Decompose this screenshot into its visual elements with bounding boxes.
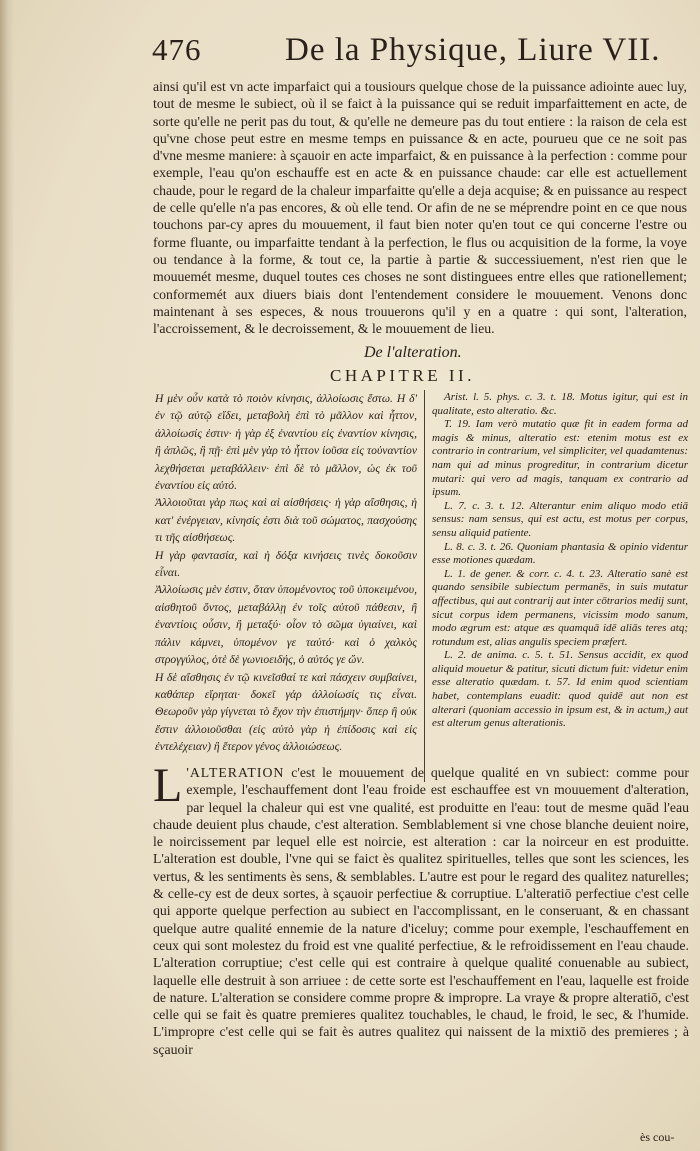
running-title: De la Physique, Liure VII.: [285, 32, 661, 68]
lead-word: 'ALTERATION: [186, 765, 285, 780]
intro-text: ainsi qu'il est vn acte imparfaict qui a tousiours quelque chose de la puissance adiointe auec luy, tout de mesme le subiect, où il se faict à la puissance qui se reduit imparfaittement en acte, de sorte qu'elle ne perit pas du tout, & qu'elle ne demeure pas du tout entiere : la raison de cela est qu'vne chose peut estre en mesme temps en puissance & en acte, pourueu que ce ne soit pas d'vne mesme maniere: à sçauoir en acte imparfaict, & en puissance à la perfection : comme pour exemple, l'eau qu'on eschauffe est en acte & en puissance chaude: car elle est actuellement chaude, pour le regard de la chaleur imparfaitte qu'elle a deja acquise; & en puissance au respect de celle qu'elle n'a pas encores, & où elle tend. Or afin de ne se méprendre point en ce que nous touchons par-cy apres du mouuement, il faut bien noter qu'en tout ce qui concerne l'estre ou forme fluante, ou imparfaitte tendant à la perfection, le flus ou acquisition de la forme, la voye ou tendance à la forme, & tout ce, la partie à partie & successiuement, n'est rien que le mouuemét mesme, duquel toutes ces choses ne sont distinguees entre elles que rationellement; conformemét aux diuers biais dont l'entendement considere le mouuement. Venons donc maintenant à ses especes, & nous trouuerons qu'il y en a quatre : qui sont, l'alteration, l'accroissement, & le decroissement, & le mouuement de lieu.: [153, 79, 687, 337]
latin-note: T. 19. Iam verò mutatio quæ fit in eadem forma ad magis & minus, alteratio est: etenim motus est ex contrario in contrarium, vel simpliciter, vel quadamtenus: nam qui ad minus progreditur, in contrarium dicetur mutari: qui vero ad magis, tanquam ex contrario ad ipsum.: [432, 418, 688, 499]
greek-paragraph: Η γὰρ φαντασία, καὶ ἡ δόξα κινήσεις τινὲς δοκοῦσιν εἶναι.: [155, 548, 417, 580]
latin-notes-column: [432, 391, 688, 731]
column-divider: [424, 390, 425, 782]
chapter-title: CHAPITRE II.: [330, 366, 475, 385]
page-header: [152, 32, 692, 72]
intro-paragraph: [153, 78, 687, 337]
latin-note: L. 7. c. 3. t. 12. Alterantur enim aliquo modo etiā sensus: nam sensus, qui est actu, est motus per corpus, sensu aliquid patiente.: [432, 499, 688, 539]
greek-column: [155, 390, 417, 756]
latin-note: Arist. l. 5. phys. c. 3. t. 18. Motus igitur, qui est in qualitate, esto alteratio. &c.: [432, 391, 688, 417]
body-text: c'est le mouuement de quelque qualité en vn subiect: comme pour exemple, l'eschauffement dont l'eau froide est eschauffee est vn mouuement d'alteration, par lequel la chaleur qui est vne qualité, est produitte en l'eau: tout de mesme quād l'eau chaude deuient plus chaude, c'est alteration. Semblablement si vne chose blanche deuient noire, le noircissement par lequel elle est noircie, est alteration : car la noirceur en est produitte. L'alteration est double, l'vne qui se faict ès qualitez spirituelles, telles que sont les sciences, les vertus, & les sentiments ès sens, & semblables. L'autre est pour le regard des qualitez naturelles; & celle-cy est de deux sortes, à sçauoir perfectiue & corruptiue. L'alteratiō perfectiue c'est celle qui apporte quelque perfection au subiect en l'accomplissant, en le conseruant, & en chassant quelque autre qualité ennemie de la nature d'iceluy; comme pour exemple, l'eschauffement en ceux qui sont molestez du froid est vne qualité perfectiue, & le refroidissement en l'eau chaude. L'alteration corruptiue; c'est celle qui est contraire à quelque qualité conuenable au subiect, laquelle elle destruit à son arriuee : de cette sorte est l'eschauffement en l'eau, laquelle est froide de nature. L'alteration se considere comme propre & impropre. La vraye & propre alteratiō, c'est celle qui se fait ès quatre premieres qualitez touchables, le chaud, le froid, le sec, & l'humide. L'impropre c'est celle qui se fait ès autres qualitez qui naissent de la mixtiō des premieres ; à sçauoir: [153, 765, 689, 1057]
page-gutter-shadow: [0, 0, 14, 1151]
latin-note: L. 8. c. 3. t. 26. Quoniam phantasia & opinio videntur esse motiones quædam.: [432, 540, 688, 567]
greek-paragraph: Ἀλλοίωσις μὲν ἐστιν, ὅταν ὑπομένοντος τοῦ ὑποκειμένου, αἰσθητοῦ ὄντος, μεταβάλλῃ ἐν τοῖς αὐτοῦ πάθεσιν, ἢ ἐναντίοις οὖσιν, ἢ μεταξύ· οἷον τὸ σῶμα ὑγιαίνει, καὶ πάλιν κάμνει, ὑπομένον γε ταὐτό· καὶ ὁ χαλκὸς στρογγύλος, ὁτὲ δὲ γωνιοειδής, ὁ αὐτός γε ὤν.: [155, 583, 417, 667]
body-paragraph: [153, 759, 689, 1058]
page-number: 476: [152, 32, 202, 67]
drop-cap: L: [153, 759, 183, 812]
catchword: ès cou-: [640, 1130, 675, 1144]
greek-paragraph: Ἀλλοιοῦται γὰρ πως καὶ αἱ αἰσθήσεις· ἡ γὰρ αἴσθησις, ἡ κατ' ἐνέργειαν, κίνησίς ἐστι διὰ τοῦ σώματος, πασχούσης τι τῆς αἰσθήσεως.: [155, 496, 417, 545]
greek-paragraph: Η δὲ αἴσθησις ἐν τῷ κινεῖσθαί τε καὶ πάσχειν συμβαίνει, καθάπερ εἴρηται· δοκεῖ γάρ ἀλλοίωσίς τις εἶναι. Θεωροῦν γὰρ γίγνεται τὸ ἔχον τὴν ἐπιστήμην· ὅπερ ἢ οὐκ ἔστιν ἀλλοιοῦσθαι (εἰς αὑτὸ γὰρ ἡ ἐπίδοσις καὶ εἰς ἐντελέχειαν) ἢ ἕτερον γένος ἀλλοιώσεως.: [155, 670, 417, 754]
latin-note: L. 1. de gener. & corr. c. 4. t. 23. Alteratio sanè est quando sensibile subiectum permanēs, in suis mutatur affectibus, qui aut contrarij aut inter cōtrarios medij sunt, sicut corpus idem permanens, vicissim modo sanum, modo ægrum est: atque æs quamquā idē aliās teres atq; rotundum est, alias angulis speciem præfert.: [432, 567, 688, 648]
greek-paragraph: Η μὲν οὖν κατὰ τὸ ποιὸν κίνησις, ἀλλοίωσις ἔστω. Η δ' ἐν τῷ αὐτῷ εἴδει, μεταβολὴ ἐπὶ τὸ μᾶλλον καὶ ἧττον, ἀλλοίωσίς ἐστιν· ἡ γὰρ ἐξ ἐναντίου εἰς ἐναντίον κίνησις, ἢ ἁπλῶς, ἢ πῇ· ἐπὶ μὲν γὰρ τὸ ἧττον ἰοῦσα εἰς τοὐναντίον λεχθήσεται μεταβάλλειν· ἐπὶ δὲ τὸ μᾶλλον, ὡς ἐκ τοῦ ἐναντίου εἰς αὐτό.: [155, 392, 417, 493]
section-heading: De l'alteration.: [364, 344, 462, 361]
latin-note: L. 2. de anima. c. 5. t. 51. Sensus accidit, ex quod aliquid mouetur & patitur, sicuti dictum fuit: videtur enim esse alteratio quædam. t. 57. Id enim quod scientiam habet, contemplans euadit: quod quidē aut non est alterari (quoniam accessio in ipsum est, & in actum,) aut est alterum genus alterationis.: [432, 649, 688, 730]
